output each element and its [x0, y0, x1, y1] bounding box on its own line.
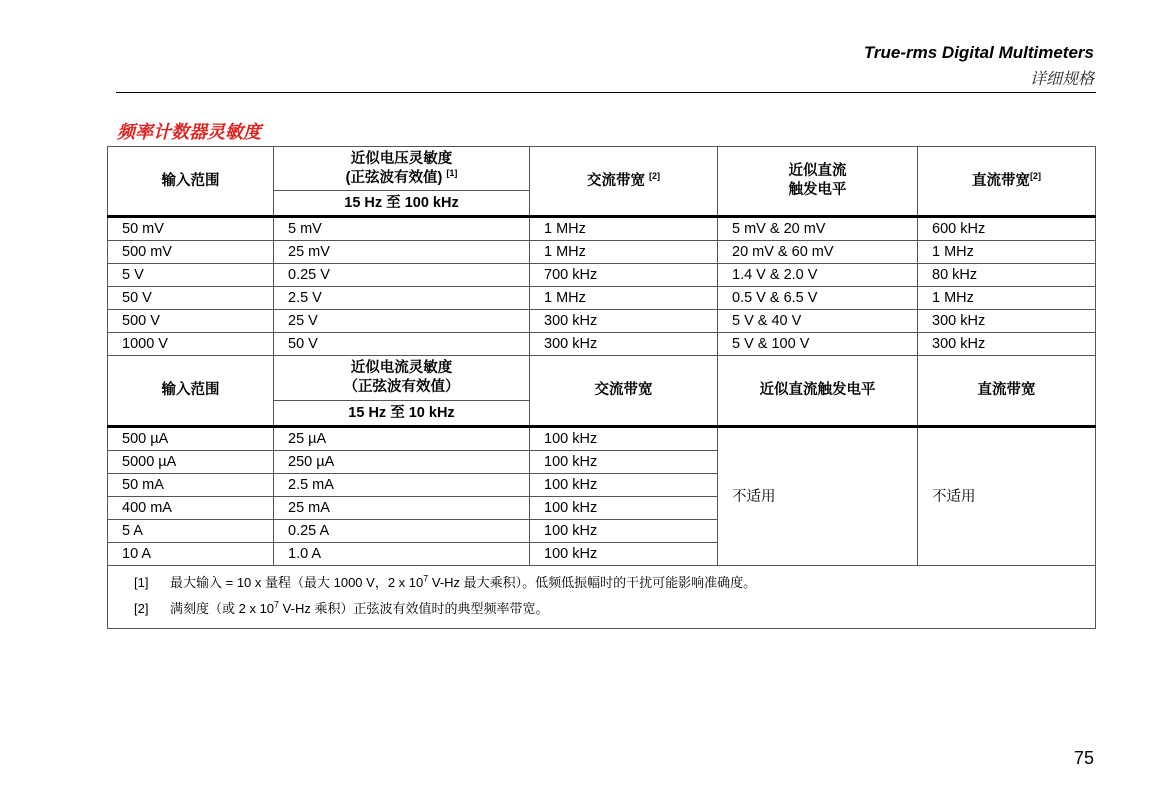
- voltage-cell-range: 50 mV: [108, 217, 274, 241]
- current-cell-range: 5 A: [108, 520, 274, 543]
- current-col-input-range: 输入范围: [108, 356, 274, 427]
- voltage-cell-range: 5 V: [108, 264, 274, 287]
- voltage-cell-dc-trigger: 5 V & 100 V: [718, 333, 918, 356]
- document-title: True-rms Digital Multimeters: [863, 43, 1094, 62]
- footnote-number: [2]: [134, 601, 149, 616]
- current-cell-ac-bandwidth: 100 kHz: [530, 543, 718, 566]
- current-table-row: [108, 427, 1096, 451]
- voltage-cell-range: 500 V: [108, 310, 274, 333]
- voltage-cell-sensitivity: 25 mV: [274, 241, 530, 264]
- current-cell-ac-bandwidth: 100 kHz: [530, 497, 718, 520]
- voltage-col-sensitivity: 近似电压灵敏度 (正弦波有效值) [1]: [274, 147, 530, 191]
- current-dc-bandwidth-na: 不适用: [918, 427, 1096, 566]
- voltage-cell-dc-bandwidth: 1 MHz: [918, 241, 1096, 264]
- current-cell-ac-bandwidth: 100 kHz: [530, 451, 718, 474]
- voltage-table-row: [108, 310, 1096, 333]
- voltage-cell-sensitivity: 50 V: [274, 333, 530, 356]
- page-number: 75: [1073, 748, 1094, 768]
- footnote: [134, 570, 1095, 596]
- notes-row: [108, 566, 1096, 629]
- footnote-text: 满刻度（或 2 x $10^7$ V-Hz 乘积）正弦波有效值时的典型频率带宽。: [170, 599, 549, 616]
- current-cell-range: 10 A: [108, 543, 274, 566]
- voltage-cell-dc-trigger: 5 V & 40 V: [718, 310, 918, 333]
- voltage-cell-sensitivity: 25 V: [274, 310, 530, 333]
- voltage-cell-dc-bandwidth: 300 kHz: [918, 310, 1096, 333]
- voltage-cell-dc-bandwidth: 300 kHz: [918, 333, 1096, 356]
- voltage-cell-dc-trigger: 5 mV & 20 mV: [718, 217, 918, 241]
- current-frequency-range: 15 Hz 至 10 kHz: [274, 401, 530, 427]
- voltage-cell-dc-trigger: 20 mV & 60 mV: [718, 241, 918, 264]
- footnotes: [108, 566, 1096, 629]
- voltage-table-row: [108, 217, 1096, 241]
- voltage-table-row: [108, 241, 1096, 264]
- voltage-cell-range: 50 V: [108, 287, 274, 310]
- voltage-cell-dc-trigger: 1.4 V & 2.0 V: [718, 264, 918, 287]
- current-cell-sensitivity: 0.25 A: [274, 520, 530, 543]
- current-col-ac-bandwidth: 交流带宽: [530, 356, 718, 427]
- current-col-dc-bandwidth: 直流带宽: [918, 356, 1096, 427]
- voltage-cell-dc-trigger: 0.5 V & 6.5 V: [718, 287, 918, 310]
- voltage-header-row: [108, 147, 1096, 191]
- current-dc-trigger-na: 不适用: [718, 427, 918, 566]
- current-cell-sensitivity: 250 µA: [274, 451, 530, 474]
- voltage-cell-range: 1000 V: [108, 333, 274, 356]
- voltage-cell-sensitivity: 2.5 V: [274, 287, 530, 310]
- voltage-cell-ac-bandwidth: 1 MHz: [530, 287, 718, 310]
- voltage-frequency-range: 15 Hz 至 100 kHz: [274, 191, 530, 217]
- current-cell-ac-bandwidth: 100 kHz: [530, 427, 718, 451]
- voltage-col-ac-bandwidth: 交流带宽 [2]: [530, 147, 718, 217]
- voltage-table-row: [108, 287, 1096, 310]
- current-cell-sensitivity: 25 µA: [274, 427, 530, 451]
- voltage-cell-ac-bandwidth: 1 MHz: [530, 217, 718, 241]
- voltage-cell-ac-bandwidth: 1 MHz: [530, 241, 718, 264]
- voltage-cell-sensitivity: 5 mV: [274, 217, 530, 241]
- voltage-col-input-range: 输入范围: [108, 147, 274, 217]
- current-cell-range: 5000 µA: [108, 451, 274, 474]
- current-col-dc-trigger: 近似直流触发电平: [718, 356, 918, 427]
- footnote: [134, 596, 1095, 622]
- section-title: 频率计数器灵敏度: [117, 122, 261, 143]
- footnote-number: [1]: [134, 575, 149, 590]
- current-cell-range: 400 mA: [108, 497, 274, 520]
- voltage-col-dc-bandwidth: 直流带宽[2]: [918, 147, 1096, 217]
- current-cell-ac-bandwidth: 100 kHz: [530, 520, 718, 543]
- header-rule: [116, 92, 1096, 93]
- current-cell-range: 500 µA: [108, 427, 274, 451]
- frequency-sensitivity-table: [107, 146, 1096, 629]
- voltage-table-row: [108, 264, 1096, 287]
- current-cell-sensitivity: 1.0 A: [274, 543, 530, 566]
- voltage-cell-ac-bandwidth: 300 kHz: [530, 333, 718, 356]
- document-subtitle: 详细规格: [1029, 69, 1094, 88]
- current-cell-range: 50 mA: [108, 474, 274, 497]
- current-header-row: [108, 356, 1096, 401]
- current-cell-ac-bandwidth: 100 kHz: [530, 474, 718, 497]
- current-cell-sensitivity: 25 mA: [274, 497, 530, 520]
- current-col-sensitivity: 近似电流灵敏度 （正弦波有效值）: [274, 356, 530, 401]
- footnote-text: 最大输入 = 10 x 量程（最大 1000 V，2 x $10^7$ V-Hz 最大乘积）。低频低振幅时的干扰可能影响准确度。: [170, 573, 757, 590]
- voltage-cell-ac-bandwidth: 700 kHz: [530, 264, 718, 287]
- voltage-cell-dc-bandwidth: 600 kHz: [918, 217, 1096, 241]
- voltage-cell-dc-bandwidth: 80 kHz: [918, 264, 1096, 287]
- voltage-cell-dc-bandwidth: 1 MHz: [918, 287, 1096, 310]
- current-cell-sensitivity: 2.5 mA: [274, 474, 530, 497]
- voltage-cell-sensitivity: 0.25 V: [274, 264, 530, 287]
- voltage-col-dc-trigger: 近似直流 触发电平: [718, 147, 918, 217]
- voltage-cell-ac-bandwidth: 300 kHz: [530, 310, 718, 333]
- voltage-table-row: [108, 333, 1096, 356]
- voltage-cell-range: 500 mV: [108, 241, 274, 264]
